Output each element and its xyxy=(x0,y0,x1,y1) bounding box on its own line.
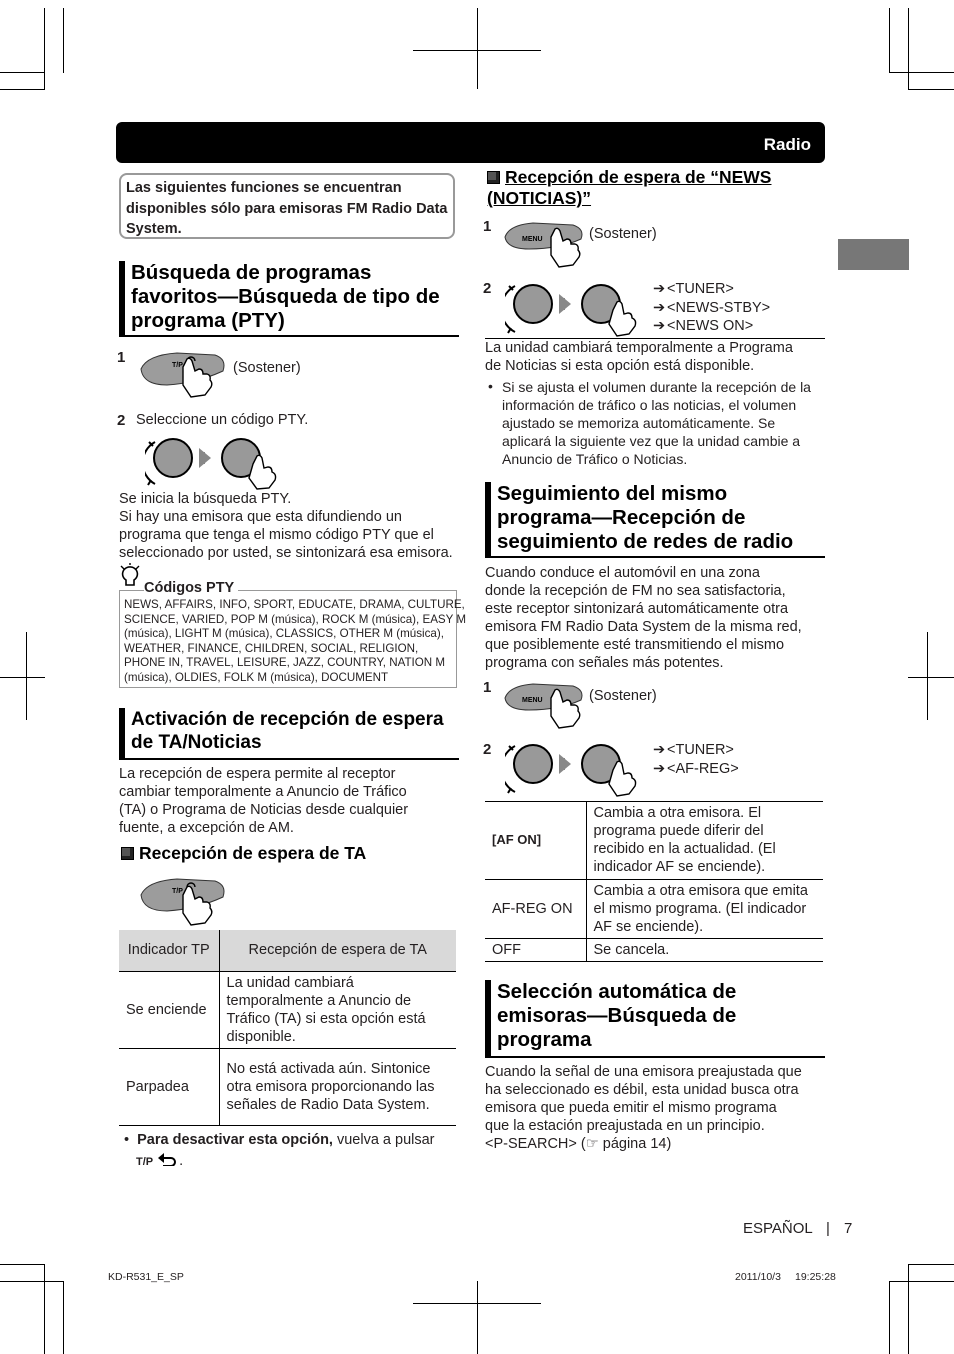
ta-deactivate-note: • Para desactivar esta opción, vuelva a pulsar xyxy=(124,1132,435,1148)
table-cell: Parpadea xyxy=(119,1048,219,1125)
menu-button-text: MENU xyxy=(522,236,543,243)
tp-button-text: T/P xyxy=(172,362,183,369)
table-cell: OFF xyxy=(485,938,586,961)
table-cell: Cambia a otra emisora que emita el mismo programa. (El indicador AF se enciende). xyxy=(586,879,823,938)
crop-mark xyxy=(477,8,478,89)
crop-mark xyxy=(0,1281,64,1282)
pseek-body-text: Cuando la señal de una emisora preajustada que ha seleccionado es débil, esta unidad busca otra emisora que pueda emitir el mismo programa que la estación preajustada en un principio. <P-SEARCH> (☞ página 14) xyxy=(485,1064,802,1152)
arrow-right-icon: ➔ xyxy=(653,281,666,297)
list-item: ➔ <NEWS ON> xyxy=(653,318,754,334)
footer-language: ESPAÑOL xyxy=(743,1220,813,1237)
list-item: ➔ <TUNER> xyxy=(653,742,734,758)
crop-mark xyxy=(908,8,909,89)
table-header-cell: Indicador TP xyxy=(119,930,219,971)
ta-standby-subtitle: Recepción de espera de TA xyxy=(121,843,366,864)
af-options-table xyxy=(485,802,823,962)
menu-button-hold-icon xyxy=(503,680,587,730)
table-row xyxy=(119,1048,456,1125)
arrow-right-icon: ➔ xyxy=(653,742,666,758)
crop-mark xyxy=(44,1264,45,1354)
language-side-tab xyxy=(838,239,909,270)
crop-mark xyxy=(889,8,890,73)
table-cell: Se enciende xyxy=(119,971,219,1048)
crop-mark xyxy=(0,72,45,73)
crop-mark xyxy=(63,8,64,73)
crop-mark xyxy=(908,1264,954,1265)
crop-mark xyxy=(889,72,954,73)
pty-step2-number: 2 xyxy=(117,412,126,429)
footer-date: 2011/10/3 xyxy=(735,1271,781,1283)
news-standby-subtitle: Recepción de espera de “NEWS (NOTICIAS)” xyxy=(487,167,772,208)
list-item: ➔ <AF-REG> xyxy=(653,760,739,777)
af-body-text: Cuando conduce el automóvil en una zona donde la recepción de FM no sea satisfactoria, este receptor sintonizará automáticamente otra emisora FM Radio Data System de la misma red, que posiblemente esté transmitiendo el mismo programa con señales más potentes. xyxy=(485,565,802,671)
section-square-icon xyxy=(121,847,134,860)
ta-deactivate-button-line: T/P . xyxy=(136,1153,184,1169)
news-step1-label: (Sostener) xyxy=(589,226,657,242)
ta-body-text: La recepción de espera permite al receptor cambiar temporalmente a Anuncio de Tráfico (TA) o Programa de Noticias desde cualquier fuente, a excepción de AM. xyxy=(119,766,409,836)
page-number: 7 xyxy=(844,1220,853,1237)
arrow-right-icon: ➔ xyxy=(653,299,666,316)
crop-mark xyxy=(413,50,541,51)
back-arrow-icon xyxy=(157,1152,179,1166)
pty-step1-number: 1 xyxy=(117,349,126,366)
crop-mark xyxy=(26,632,27,720)
table-row xyxy=(485,938,823,961)
table-cell: AF-REG ON xyxy=(485,879,586,938)
arrow-right-icon: ➔ xyxy=(653,318,666,334)
footer-time: 19:25:28 xyxy=(795,1271,836,1283)
section-header-bar xyxy=(116,122,825,163)
crop-mark xyxy=(927,632,928,720)
crop-mark xyxy=(63,1281,64,1354)
pty-codes-title: Códigos PTY xyxy=(144,580,238,596)
news-menu-path xyxy=(653,280,770,336)
af-step1-label: (Sostener) xyxy=(589,688,657,704)
tp-button-hold-icon xyxy=(137,347,231,399)
table-cell: Se cancela. xyxy=(586,938,823,961)
crop-mark xyxy=(0,89,45,90)
table-cell: No está activada aún. Sintonice otra emisora proporcionando las señales de Radio Data System. xyxy=(219,1048,456,1125)
ta-indicator-table xyxy=(119,930,456,1126)
lightbulb-icon xyxy=(119,563,141,591)
news-bullet-text: Si se ajusta el volumen durante la recepción de la información de tráfico o las noticias, el volumen ajustado se memoriza automáticamente. Se aplicará la siguiente vez que la unidad cambie a Anuncio de Tráfico o Noticias. xyxy=(502,379,811,467)
pseek-section-title: Selección automática de emisoras—Búsqueda de programa xyxy=(485,980,825,1058)
ta-section-title: Activación de recepción de espera de TA/Noticias xyxy=(119,708,459,760)
list-item: ➔ <NEWS-STBY> xyxy=(653,299,771,316)
crop-mark xyxy=(477,1281,478,1354)
crop-mark xyxy=(889,1281,954,1282)
list-item: ➔ <TUNER> xyxy=(653,281,734,297)
af-section-title: Seguimiento del mismo programa—Recepción de seguimiento de redes de radio xyxy=(485,482,825,558)
tp-button-press-icon xyxy=(137,873,231,927)
tp-button-text: T/P xyxy=(172,888,183,895)
crop-mark xyxy=(908,677,954,678)
section-square-icon xyxy=(487,171,500,184)
news-step1-number: 1 xyxy=(483,218,492,235)
table-cell: La unidad cambiará temporalmente a Anuncio de Tráfico (TA) si esta opción está disponible. xyxy=(219,971,456,1048)
news-body-text: La unidad cambiará temporalmente a Programa de Noticias si esta opción está disponible. xyxy=(485,340,793,374)
pty-step1-label: (Sostener) xyxy=(233,360,301,376)
table-row xyxy=(485,879,823,938)
knob-turn-press-icon xyxy=(505,280,645,338)
table-row xyxy=(485,802,823,879)
menu-button-hold-icon xyxy=(503,219,587,269)
menu-button-text: MENU xyxy=(522,697,543,704)
crop-mark xyxy=(0,677,45,678)
pty-codes-list: NEWS, AFFAIRS, INFO, SPORT, EDUCATE, DRAMA, CULTURE, SCIENCE, VARIED, POP M (música), ROCK M (música), EASY M (música), LIGHT M (música), CLASSICS, OTHER M (música), WEATHER, FINANCE, CHILDREN, SOCIAL, RELIGION, PHONE IN, TRAVEL, LEISURE, JAZZ, COUNTRY, NATION M (música), OLDIES, FOLK M (música), DOCUMENT xyxy=(124,598,467,684)
knob-turn-press-icon xyxy=(505,742,645,800)
table-header-row xyxy=(119,930,456,971)
arrow-right-icon: ➔ xyxy=(653,760,666,777)
crop-mark xyxy=(908,1264,909,1354)
footer-filename: KD-R531_E_SP xyxy=(108,1271,184,1283)
table-header-cell: Recepción de espera de TA xyxy=(219,930,456,971)
crop-mark xyxy=(44,8,45,89)
table-cell: Cambia a otra emisora. El programa puede diferir del recibido en la actualidad. (El indicador AF se enciende). xyxy=(586,802,823,879)
knob-turn-press-icon xyxy=(145,434,285,490)
pty-section-title: Búsqueda de programas favoritos—Búsqueda de tipo de programa (PTY) xyxy=(119,261,459,337)
pty-body-text: Se inicia la búsqueda PTY. Si hay una emisora que esta difundiendo un programa que tenga el mismo código PTY que el seleccionado por usted, se sintonizará esa emisora. xyxy=(119,491,453,561)
table-row xyxy=(119,971,456,1048)
crop-mark xyxy=(0,1264,45,1265)
af-menu-path xyxy=(653,741,739,778)
crop-mark xyxy=(908,89,954,90)
table-cell: [AF ON] xyxy=(485,802,586,879)
bullet-icon: • xyxy=(488,378,493,394)
crop-mark xyxy=(413,1303,541,1304)
af-step2-number: 2 xyxy=(483,741,492,758)
footer-separator: | xyxy=(826,1220,830,1237)
section-header-title: Radio xyxy=(763,135,811,154)
pty-step2-label: Seleccione un código PTY. xyxy=(136,412,309,428)
af-step1-number: 1 xyxy=(483,679,492,696)
crop-mark xyxy=(889,1281,890,1354)
news-step2-number: 2 xyxy=(483,280,492,297)
fm-rds-note: Las siguientes funciones se encuentran disponibles sólo para emisoras FM Radio Data System. xyxy=(119,173,455,239)
